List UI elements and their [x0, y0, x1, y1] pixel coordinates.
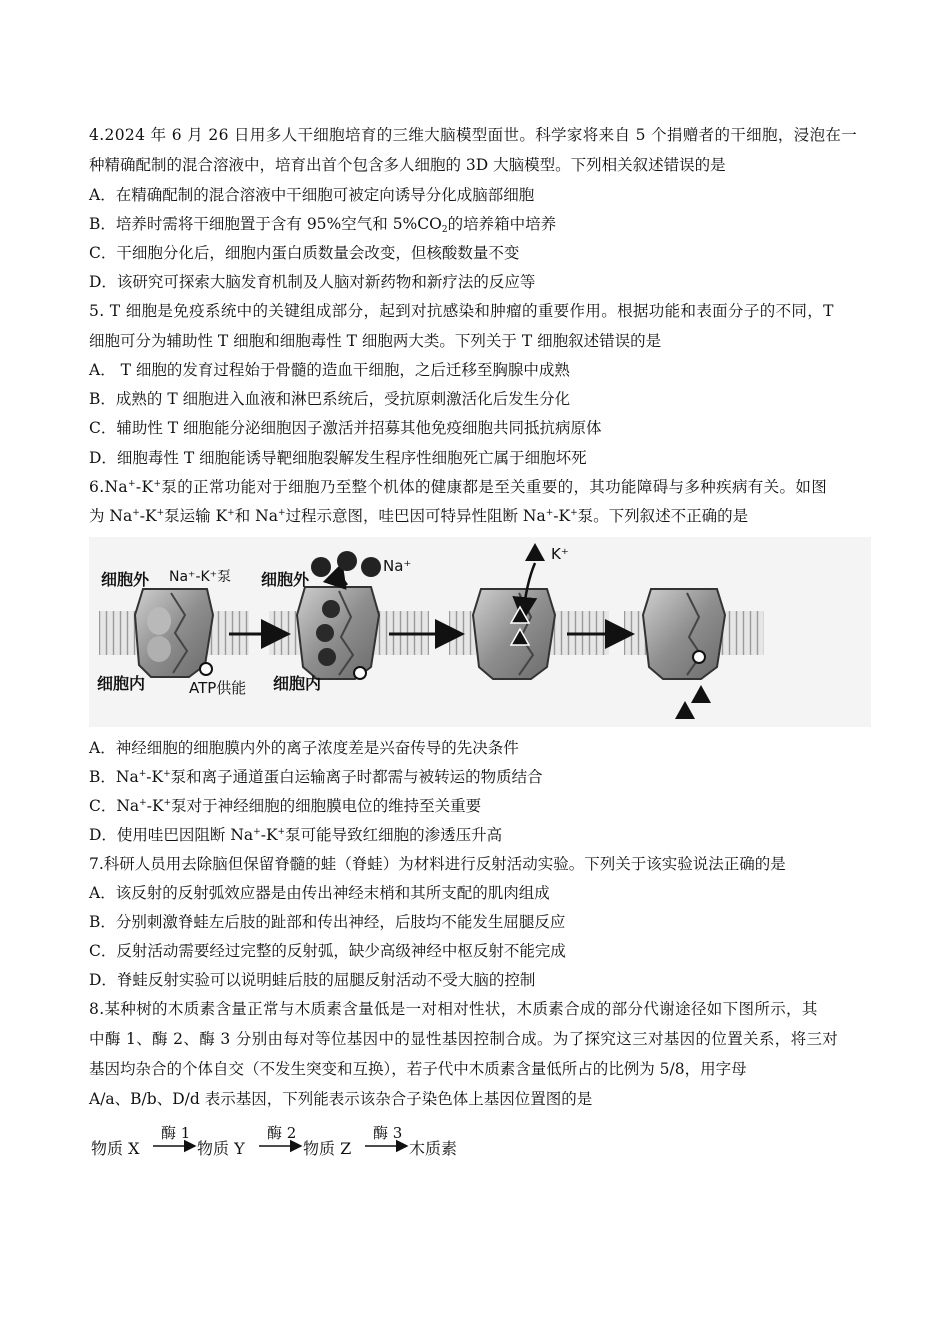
q5-option-b: B．成熟的 T 细胞进入血液和淋巴系统后，受抗原刺激活化后发生分化: [89, 390, 571, 408]
q4-option-b: B．培养时需将干细胞置于含有 95%空气和 $5\%CO_2$的培养箱中培养: [89, 215, 557, 235]
label-na: Na⁺: [383, 557, 412, 575]
q7-stem: 7.科研人员用去除脑但保留脊髓的蛙（脊蛙）为材料进行反射活动实验。下列关于该实验说法正确的是: [89, 855, 786, 873]
label-k: K⁺: [551, 545, 569, 563]
label-inside-1: 细胞内: [97, 674, 146, 693]
atp-circle: [200, 663, 212, 675]
q8-stem-line3: 基因均杂合的个体自交（不发生突变和互换），若子代中木质素含量低所占的比例为 5/8，用字母: [89, 1060, 747, 1078]
label-outside-2: 细胞外: [261, 570, 310, 589]
q6-option-c: C．Na+-K+泵对于神经细胞的细胞膜电位的维持至关重要: [89, 797, 482, 815]
na-ion: [318, 648, 336, 666]
q5-option-d: D．细胞毒性 T 细胞能诱导靶细胞裂解发生程序性细胞死亡属于细胞坏死: [89, 449, 587, 467]
na-ion-released: [337, 551, 357, 571]
pump-state-1: [135, 589, 213, 677]
substance-y: 物质 Y: [197, 1139, 245, 1158]
q7-option-c: C．反射活动需要经过完整的反射弧，缺少高级神经中枢反射不能完成: [89, 942, 566, 960]
enzyme-3: 酶 3: [373, 1124, 403, 1142]
substance-x: 物质 X: [91, 1139, 140, 1158]
na-k-pump-figure: [89, 537, 871, 727]
q7-option-d: D．脊蛙反射实验可以说明蛙后肢的屈腿反射活动不受大脑的控制: [89, 971, 536, 989]
label-atp: ATP供能: [189, 679, 247, 697]
q5-option-c: C．辅助性 T 细胞能分泌细胞因子激活并招募其他免疫细胞共同抵抗病原体: [89, 419, 602, 437]
q7-option-a: A．该反射的反射弧效应器是由传出神经末梢和其所支配的肌肉组成: [89, 884, 550, 902]
na-ion-released: [361, 557, 381, 577]
q6-stem-line2: 为 Na+-K+泵运输 K+和 Na+过程示意图，哇巴因可特异性阻断 Na+-K+泵。下列叙述不正确的是: [89, 507, 749, 525]
label-pump: Na⁺-K⁺泵: [169, 569, 232, 585]
q6-option-d: D．使用哇巴因阻断 Na+-K+泵可能导致红细胞的渗透压升高: [89, 826, 503, 844]
lignin-pathway: [89, 1118, 479, 1164]
q8-stem-line2: 中酶 1、酶 2、酶 3 分别由每对等位基因中的显性基因控制合成。为了探究这三对基因的位置关系，将三对: [89, 1030, 839, 1048]
product-lignin: 木质素: [409, 1139, 458, 1158]
q7-option-b: B．分别刺激脊蛙左后肢的趾部和传出神经，后肢均不能发生屈腿反应: [89, 913, 566, 931]
q4-option-d: D．该研究可探索大脑发育机制及人脑对新药物和新疗法的反应等: [89, 273, 536, 291]
q4-stem-line2: 种精确配制的混合溶液中，培育出首个包含多人细胞的 3D 大脑模型。下列相关叙述错误的是: [89, 156, 726, 174]
enzyme-1: 酶 1: [161, 1124, 191, 1142]
q6-option-a: A．神经细胞的细胞膜内外的离子浓度差是兴奋传导的先决条件: [89, 739, 519, 757]
enzyme-2: 酶 2: [267, 1124, 297, 1142]
q6-option-b: B．Na+-K+泵和离子通道蛋白运输离子时都需与被转运的物质结合: [89, 768, 543, 786]
q4-option-a: A．在精确配制的混合溶液中干细胞可被定向诱导分化成脑部细胞: [89, 186, 535, 204]
q4-option-c: C．干细胞分化后，细胞内蛋白质数量会改变，但核酸数量不变: [89, 244, 520, 262]
na-ion-released: [311, 557, 331, 577]
q5-option-a: A． T 细胞的发育过程始于骨髓的造血干细胞，之后迁移至胸腺中成熟: [89, 361, 570, 379]
substance-z: 物质 Z: [303, 1139, 352, 1158]
q5-stem-line2: 细胞可分为辅助性 T 细胞和细胞毒性 T 细胞两大类。下列关于 T 细胞叙述错误的是: [89, 332, 662, 350]
q5-stem-line1: 5. T 细胞是免疫系统中的关键组成部分，起到对抗感染和肿瘤的重要作用。根据功能和表面分子的不同，T: [89, 302, 834, 320]
na-ion: [316, 624, 334, 642]
label-outside-1: 细胞外: [101, 570, 150, 589]
q6-stem-line1: 6.Na+-K+泵的正常功能对于细胞乃至整个机体的健康都是至关重要的，其功能障碍与多种疾病有关。如图: [89, 478, 828, 496]
na-ion: [322, 600, 340, 618]
q4-stem-line1: 4.2024 年 6 月 26 日用多人干细胞培育的三维大脑模型面世。科学家将来自 5 个捐赠者的干细胞，浸泡在一: [89, 126, 858, 144]
q8-stem-line4: A/a、B/b、D/d 表示基因，下列能表示该杂合子染色体上基因位置图的是: [89, 1090, 593, 1108]
label-inside-2: 细胞内: [273, 674, 322, 693]
q8-stem-line1: 8.某种树的木质素含量正常与木质素含量低是一对相对性状，木质素合成的部分代谢途径如下图所示，其: [89, 1000, 818, 1018]
